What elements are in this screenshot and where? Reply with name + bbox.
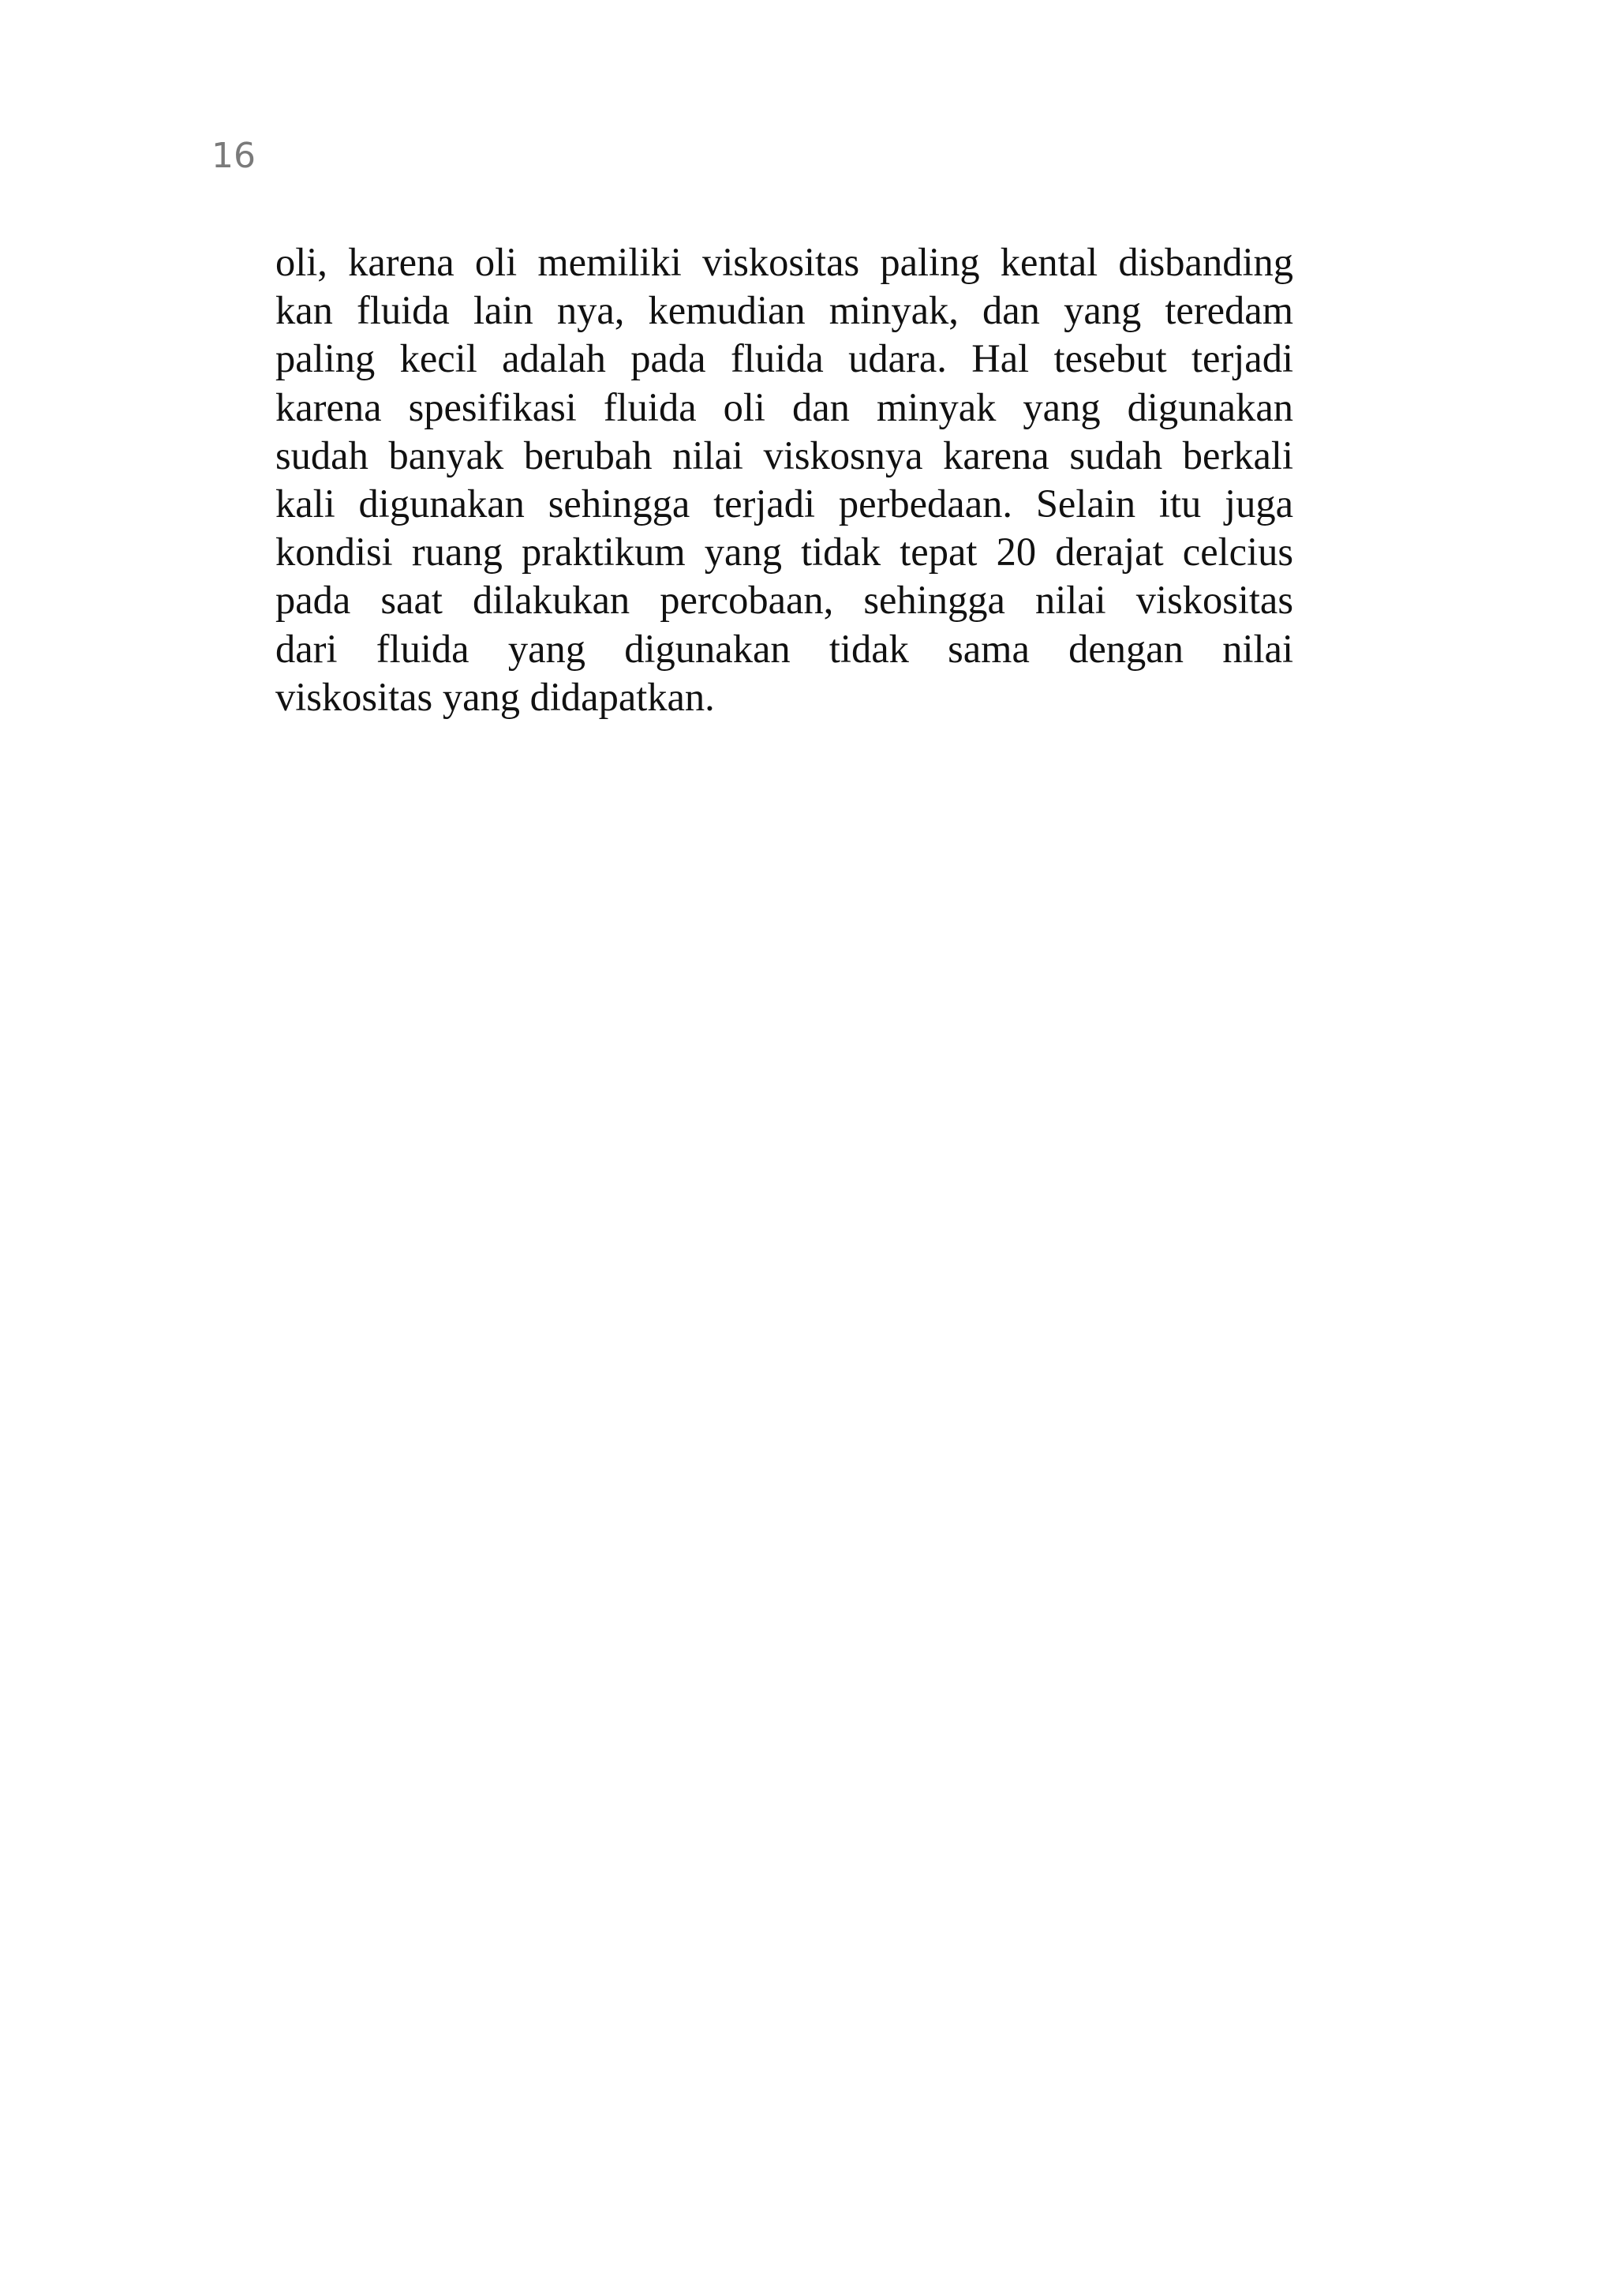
paragraph-line: viskositas yang didapatkan. <box>275 674 715 719</box>
paragraph-line: kan fluida lain nya, kemudian minyak, dan yang teredam <box>275 288 1293 333</box>
paragraph-line: kondisi ruang praktikum yang tidak tepat 20 derajat celcius <box>275 530 1293 575</box>
paragraph-line: dari fluida yang digunakan tidak sama dengan nilai <box>275 626 1293 671</box>
paragraph-line: oli, karena oli memiliki viskositas paling kental disbanding <box>275 240 1293 284</box>
paragraph-line: sudah banyak berubah nilai viskosnya karena sudah berkali <box>275 433 1293 478</box>
paragraph-line: pada saat dilakukan percobaan, sehingga nilai viskositas <box>275 578 1293 623</box>
body-paragraph <box>275 238 1293 721</box>
paragraph-line: kali digunakan sehingga terjadi perbedaan. Selain itu juga <box>275 481 1293 526</box>
page-number: 16 <box>211 136 256 176</box>
paragraph-line: karena spesifikasi fluida oli dan minyak yang digunakan <box>275 384 1293 429</box>
paragraph-line: paling kecil adalah pada fluida udara. Hal tesebut terjadi <box>275 336 1293 381</box>
